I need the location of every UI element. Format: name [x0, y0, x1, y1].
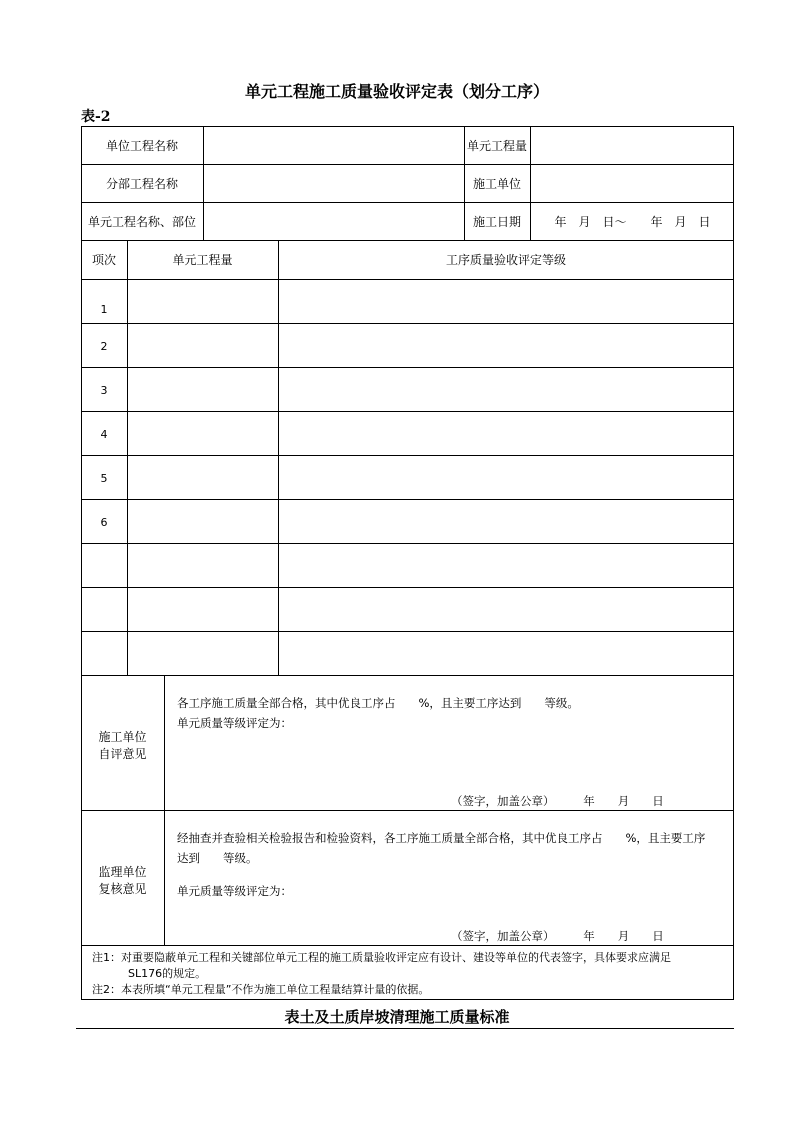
row-number: 1: [100, 303, 108, 316]
table-number: 表-2: [81, 109, 111, 125]
row-divider: [81, 323, 734, 324]
page-title: 单元工程施工质量验收评定表（划分工序）: [244, 82, 549, 101]
row-number: 2: [100, 340, 108, 353]
row-divider: [81, 675, 734, 676]
supervision-line2: 达到 等级。: [177, 851, 258, 865]
column-divider: [127, 240, 128, 675]
row-divider: [81, 499, 734, 500]
unit-project-name-label: 单位工程名称: [105, 139, 178, 153]
row-divider: [81, 202, 734, 203]
row-divider: [81, 240, 734, 241]
row-divider: [81, 587, 734, 588]
row-divider: [81, 631, 734, 632]
note-1-continued: SL176的规定。: [128, 967, 207, 980]
row-divider: [81, 411, 734, 412]
note-2: 注2：本表所填“单元工程量”不作为施工单位工程量结算计量的依据。: [92, 983, 430, 996]
row-number: 6: [100, 516, 108, 529]
self-eval-label-line2: 自评意见: [98, 747, 147, 761]
column-header-qty: 单元工程量: [172, 253, 233, 267]
supervision-line3: 单元质量等级评定为：: [177, 884, 292, 898]
row-divider: [81, 164, 734, 165]
self-eval-signature: （签字，加盖公章） 年 月 日: [451, 794, 664, 808]
construction-date-value: 年 月 日～ 年 月 日: [554, 215, 711, 229]
row-divider: [81, 279, 734, 280]
section-rule: [76, 1028, 734, 1029]
sub-project-name-label: 分部工程名称: [105, 177, 178, 191]
self-eval-line2: 单元质量等级评定为：: [177, 716, 292, 730]
construction-date-label: 施工日期: [472, 215, 521, 229]
column-divider: [164, 675, 165, 945]
supervision-signature: （签字，加盖公章） 年 月 日: [451, 929, 664, 943]
row-number: 3: [100, 384, 108, 397]
element-name-part-label: 单元工程名称、部位: [87, 215, 196, 229]
supervision-label: [81, 864, 164, 898]
supervision-label-line1: 监理单位: [98, 865, 147, 879]
self-eval-label: [81, 729, 164, 763]
self-eval-line1: 各工序施工质量全部合格，其中优良工序占 %，且主要工序达到 等级。: [177, 696, 579, 710]
column-divider: [203, 126, 204, 240]
column-divider: [278, 240, 279, 675]
unit-engineering-qty-label: 单元工程量: [466, 139, 527, 153]
row-divider: [81, 543, 734, 544]
supervision-label-line2: 复核意见: [98, 882, 147, 896]
row-divider: [81, 455, 734, 456]
supervision-line1: 经抽查并查验相关检验报告和检验资料，各工序施工质量全部合格，其中优良工序占 %，且主要工序: [177, 831, 706, 845]
row-number: 5: [100, 472, 108, 485]
row-divider: [81, 367, 734, 368]
column-header-grade: 工序质量验收评定等级: [445, 253, 566, 267]
next-section-title: 表土及土质岸坡清理施工质量标准: [284, 1008, 510, 1026]
note-1: 注1：对重要隐蔽单元工程和关键部位单元工程的施工质量验收评定应有设计、建设等单位的代表签字，具体要求应满足: [92, 951, 671, 964]
construction-unit-label: 施工单位: [472, 177, 521, 191]
self-eval-label-line1: 施工单位: [98, 730, 147, 744]
column-header-item: 项次: [91, 253, 116, 267]
row-number: 4: [100, 428, 108, 441]
